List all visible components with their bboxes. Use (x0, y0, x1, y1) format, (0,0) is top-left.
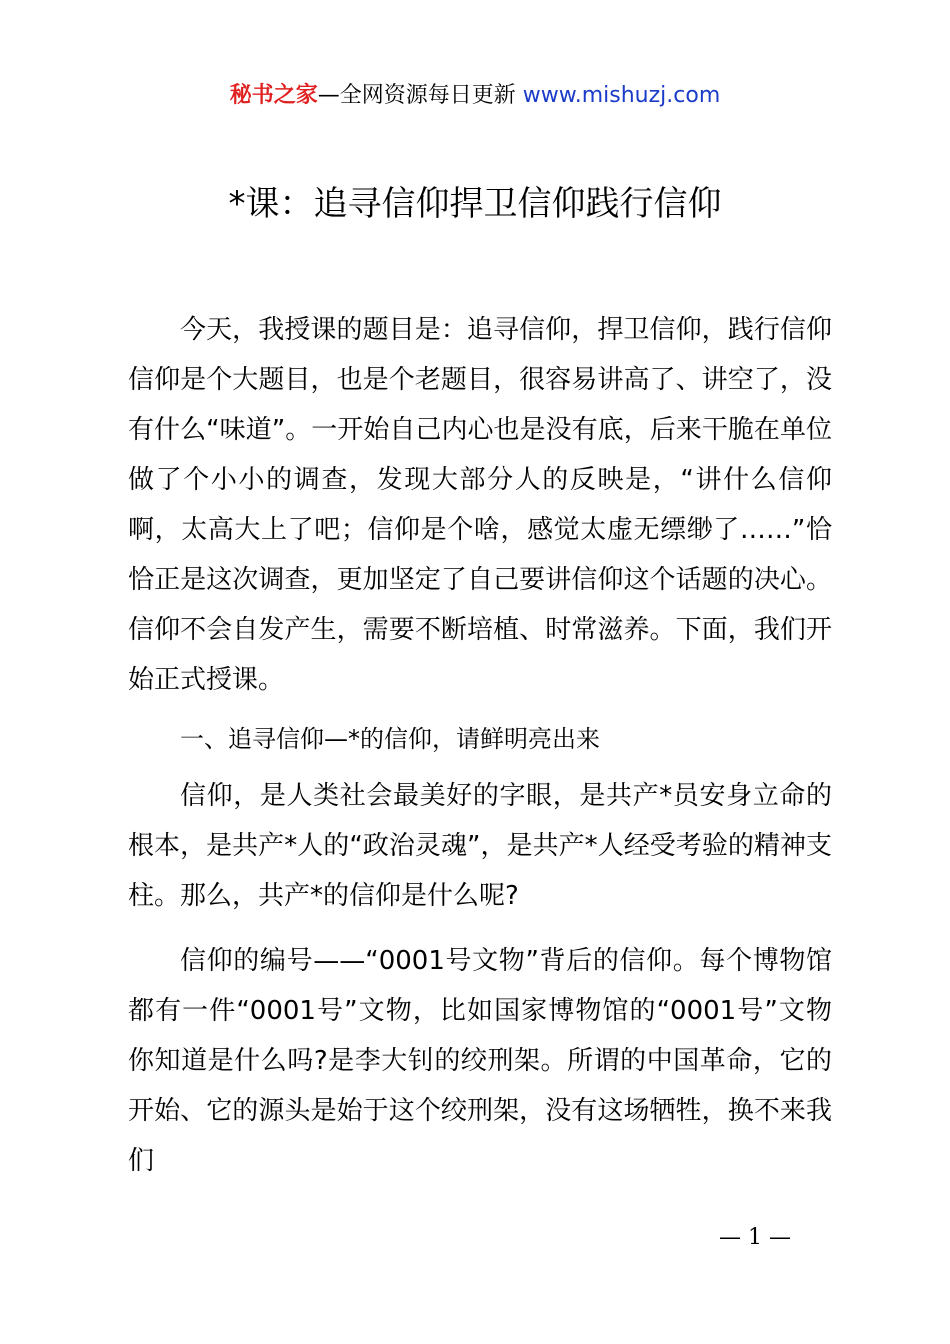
brand-name: 秘书之家 (229, 83, 318, 108)
document-body (128, 305, 832, 1186)
document-title: *课：追寻信仰捍卫信仰践行信仰 (228, 184, 722, 224)
site-header (0, 80, 950, 112)
header-tagline: —全网资源每日更新 (317, 83, 523, 108)
site-url-link[interactable]: www.mishuzj.com (522, 83, 721, 108)
body-paragraph: 信仰的编号——“0001号文物”背后的信仰。每个博物馆都有一件“0001号”文物，比如国家博物馆的“0001号”文物你知道是什么吗?是李大钊的绞刑架。所谓的中国革命，它的开始、它的源头是始于这个绞刑架，没有这场牺牲，换不来我们 (128, 946, 832, 1176)
page-number: — 1 — (719, 1225, 791, 1250)
intro-paragraph: 今天，我授课的题目是：追寻信仰，捍卫信仰，践行信仰信仰是个大题目，也是个老题目，很容易讲高了、讲空了，没有什么“味道”。一开始自己内心也是没有底，后来干脆在单位做了个小小的调查，发现大部分人的反映是，“讲什么信仰啊，太高大上了吧；信仰是个啥，感觉太虚无缥缈了……”恰恰正是这次调查，更加坚定了自己要讲信仰这个话题的决心。信仰不会自发产生，需要不断培植、时常滋养。下面，我们开始正式授课。 (128, 315, 832, 695)
body-paragraph: 信仰，是人类社会最美好的字眼，是共产*员安身立命的根本，是共产*人的“政治灵魂”，是共产*人经受考验的精神支柱。那么，共产*的信仰是什么呢? (128, 781, 832, 911)
section-heading: 一、追寻信仰—*的信仰，请鲜明亮出来 (180, 725, 600, 753)
